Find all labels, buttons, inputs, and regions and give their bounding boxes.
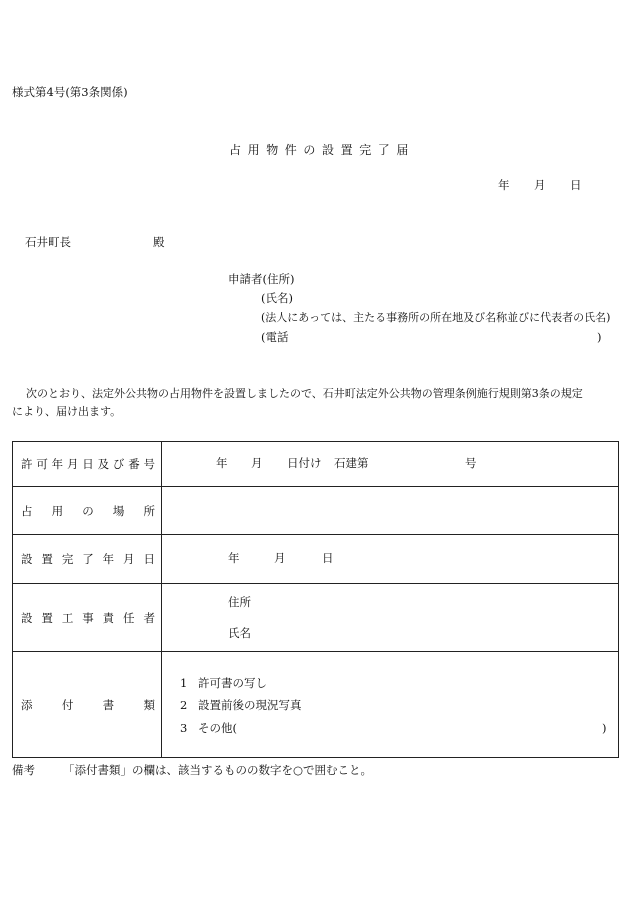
label-char: 添: [21, 697, 33, 712]
attachment-text: その他(: [198, 721, 237, 735]
addressee-name: 石井町長: [25, 235, 71, 249]
label-char: 任: [123, 610, 135, 625]
label-char: 番: [128, 457, 140, 471]
remarks-label: 備考: [12, 763, 35, 777]
location-label: [21, 503, 155, 519]
attachment-text: 設置前後の現況写真: [198, 698, 302, 712]
label-char: 置: [41, 610, 53, 625]
table-row-supervisor: [13, 584, 619, 652]
permit-value-cell: [162, 442, 619, 487]
permit-year: 年: [216, 456, 228, 470]
attachment-num: 3: [180, 721, 188, 735]
completion-month: 月: [274, 551, 286, 565]
addressee-honorific: 殿: [153, 235, 165, 249]
label-char: 所: [143, 503, 155, 518]
label-char: 占: [21, 503, 33, 518]
label-char: 付: [61, 697, 74, 712]
applicant-name-label: (氏名): [261, 291, 293, 305]
table-row-permit: [13, 442, 619, 487]
label-char: 年: [102, 552, 115, 566]
label-char: 許: [21, 457, 33, 471]
label-char: 日: [82, 457, 94, 471]
attachment-close-paren: ): [602, 721, 607, 735]
form-title: 占用物件の設置完了届: [229, 143, 416, 157]
date-year: 年: [498, 178, 510, 192]
label-char: 及: [97, 457, 110, 471]
label-char: 可: [36, 457, 48, 471]
permit-label: [21, 456, 155, 472]
completion-date-label: [21, 551, 155, 567]
applicant-address-label: 申請者(住所): [228, 272, 295, 286]
permit-dated: 日付け: [287, 456, 322, 470]
attachment-text: 許可書の写し: [198, 676, 267, 690]
table-row-location: [13, 487, 619, 535]
applicant-corp-note: (法人にあっては、主たる事務所の所在地及び名称並びに代表者の氏名): [261, 311, 611, 324]
attachment-num: 2: [180, 698, 188, 712]
label-char: 事: [82, 610, 94, 625]
body-line-1: 次のとおり、法定外公共物の占用物件を設置しましたので、石井町法定外公共物の管理条例施行規則第3条の規定: [26, 387, 583, 400]
attachments-label-cell: [13, 652, 162, 758]
attachments-label: [21, 697, 155, 713]
label-char: 場: [112, 503, 125, 518]
label-char: 了: [82, 552, 94, 566]
location-value-cell: [162, 487, 619, 535]
label-char: の: [82, 503, 94, 518]
label-char: 日: [143, 552, 155, 566]
label-char: 月: [66, 457, 79, 471]
label-char: 用: [51, 503, 64, 518]
label-char: 書: [102, 697, 115, 712]
supervisor-name-label: 氏名: [228, 626, 251, 640]
label-char: 設: [21, 610, 33, 625]
completion-date-value-cell: [162, 535, 619, 584]
location-label-cell: [13, 487, 162, 535]
attachments-value-cell: [162, 652, 619, 758]
supervisor-label: [21, 610, 155, 626]
completion-date-label-cell: [13, 535, 162, 584]
date-month: 月: [534, 178, 546, 192]
permit-label-cell: [13, 442, 162, 487]
table-row-attachments: [13, 652, 619, 758]
applicant-phone-label: (電話: [261, 330, 289, 344]
label-char: 責: [102, 610, 115, 625]
form-number: 様式第4号(第3条関係): [12, 85, 128, 99]
label-char: び: [112, 457, 125, 471]
label-char: 完: [61, 552, 74, 566]
label-char: 年: [51, 457, 64, 471]
label-char: 工: [61, 610, 74, 625]
permit-month: 月: [251, 456, 263, 470]
permit-number-suffix: 号: [465, 456, 477, 470]
body-line-2: により、届け出ます。: [12, 405, 122, 418]
remarks-text: 「添付書類」の欄は、該当するものの数字を○で囲むこと。: [63, 763, 373, 777]
label-char: 設: [21, 552, 33, 566]
attachment-num: 1: [180, 676, 188, 690]
label-char: 置: [41, 552, 53, 566]
label-char: 号: [143, 457, 155, 471]
table-row-completion-date: [13, 535, 619, 584]
supervisor-value-cell: [162, 584, 619, 652]
label-char: 類: [143, 697, 155, 712]
completion-form-table: [12, 441, 619, 758]
date-day: 日: [570, 178, 582, 192]
label-char: 月: [123, 552, 135, 566]
label-char: 者: [143, 610, 155, 625]
completion-day: 日: [322, 551, 334, 565]
permit-prefix: 石建第: [334, 456, 369, 470]
completion-year: 年: [228, 551, 240, 565]
supervisor-address-label: 住所: [228, 595, 251, 609]
applicant-phone-close: ): [597, 330, 602, 344]
supervisor-label-cell: [13, 584, 162, 652]
